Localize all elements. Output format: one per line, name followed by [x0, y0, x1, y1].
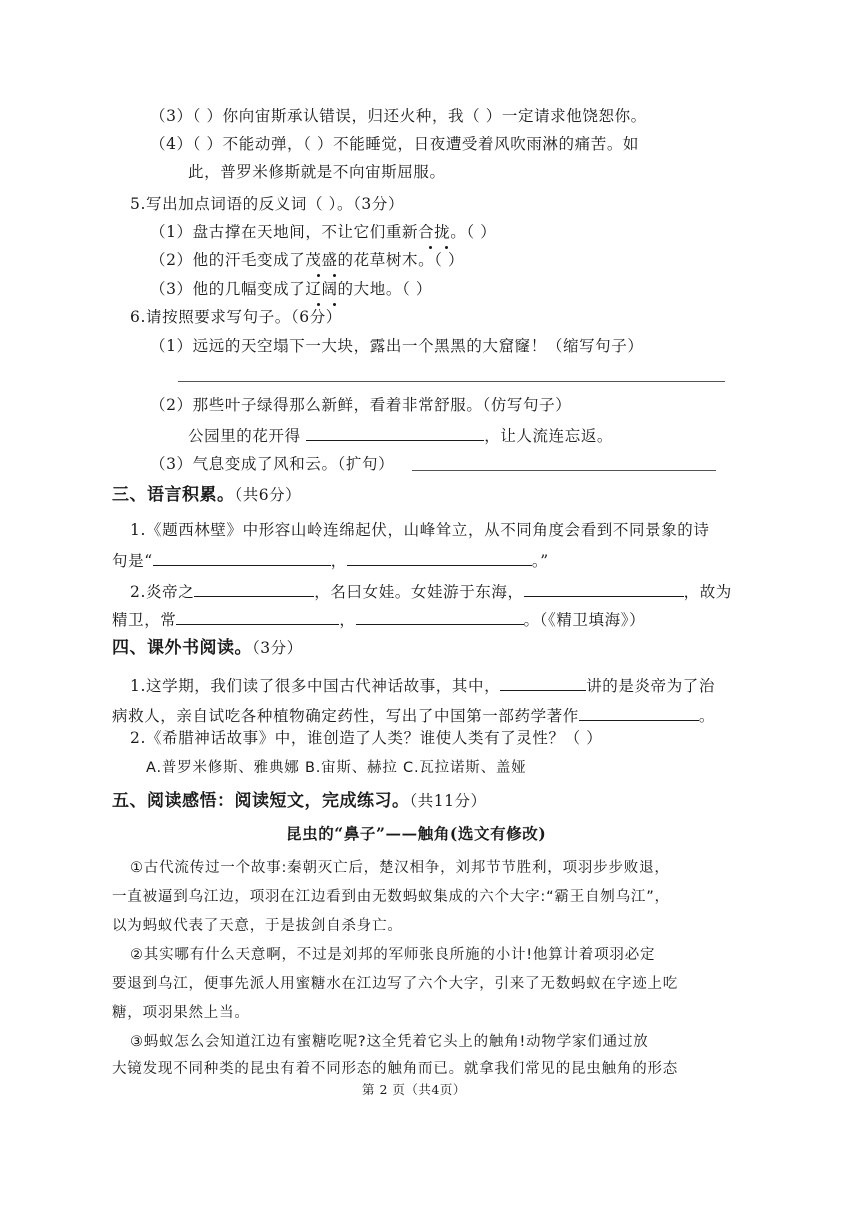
- q6-item-2: （2）那些叶子绿得那么新鲜，看着非常舒服。（仿写句子）: [150, 396, 572, 414]
- sec3-q1-close: 。”: [531, 552, 549, 570]
- answer-blank[interactable]: [306, 422, 484, 441]
- article-line: 大镜发现不同种类的昆虫有着不同形态的触角而已。就拿我们常见的昆虫触角的形态: [112, 1061, 679, 1077]
- answer-blank[interactable]: [356, 606, 524, 625]
- q5-item-3: （3）他的几幅变成了辽阔的大地。（ ）: [150, 280, 432, 298]
- q5-item-1: （1）盘古撑在天地间，不让它们重新合拢。（ ）: [150, 223, 497, 241]
- q6-item-2-answer: [188, 422, 613, 448]
- q5-stem: 5.写出加点词语的反义词（ ）。（3分）: [130, 195, 405, 213]
- section-5-score: （共11分）: [409, 792, 487, 810]
- answer-blank[interactable]: [500, 672, 586, 691]
- answer-blank[interactable]: [176, 606, 339, 625]
- sec3-q2-line1: [130, 578, 732, 604]
- sec3-q2-line2: [112, 606, 645, 632]
- q4-item-3: [150, 104, 647, 128]
- section-4-heading: [112, 636, 303, 660]
- section-4-score: （3分）: [252, 639, 303, 657]
- sec3-q1-comma: ，: [330, 552, 347, 570]
- article-line: 以为蚂蚁代表了天意，于是拔剑自杀身亡。: [112, 918, 403, 934]
- page-footer: 第 2 页（共4页）: [362, 1082, 466, 1097]
- answer-blank[interactable]: [524, 578, 684, 597]
- section-3-score: （共6分）: [234, 486, 302, 504]
- q5-item-2: （2）他的汗毛变成了茂盛的花草树木。（ ）: [150, 251, 465, 269]
- answer-blank[interactable]: [579, 702, 699, 721]
- sec3-q2-part5: 。（《精卫填海》）: [523, 611, 646, 629]
- article-line: 要退到乌江，便事先派人用蜜糖水在江边写了六个大字，引来了无数蚂蚁在字迹上吃: [112, 976, 679, 992]
- sec3-q1-line1: 1.《题西林壁》中形容山岭连绵起伏，山峰耸立，从不同角度会看到不同景象的诗: [130, 521, 710, 539]
- q4-item-3-number: （3）: [150, 107, 193, 125]
- article-line: ②其实哪有什么天意啊，不过是刘邦的军师张良所施的小计!他算计着项羽必定: [130, 947, 656, 963]
- sec4-q2: 2.《希腊神话故事》中，谁创造了人类？谁使人类有了灵性？（ ）: [130, 729, 603, 747]
- sec3-q1-line2: [112, 547, 549, 573]
- article-line: ③蚂蚁怎么会知道江边有蜜糖吃呢?这全凭着它头上的触角!动物学家们通过放: [130, 1034, 649, 1050]
- section-5-title: 五、阅读感悟：阅读短文，完成练习。: [112, 791, 410, 811]
- answer-line[interactable]: [178, 381, 725, 382]
- sec3-q2-part4: 精卫，常: [112, 611, 177, 629]
- sec4-q1-line2: [112, 702, 715, 728]
- section-5-heading: [112, 789, 486, 813]
- q6-item-2-prefix: 公园里的花开得: [188, 427, 301, 445]
- answer-blank[interactable]: [194, 578, 314, 597]
- q6-stem: 6.请按照要求写句子。（6分）: [130, 308, 342, 326]
- sec3-q2-part1: 2.炎帝之: [130, 583, 195, 601]
- q4-item-4-number: （4）: [150, 135, 193, 153]
- q6-item-2-suffix: ，让人流连忘返。: [484, 427, 614, 445]
- answer-blank[interactable]: [347, 547, 532, 566]
- sec4-q1-period: 。: [698, 707, 716, 725]
- answer-line[interactable]: [412, 470, 716, 471]
- article-title: 昆虫的“鼻子”——触角(选文有修改): [286, 824, 547, 843]
- q6-item-1: （1）远远的天空塌下一大块，露出一个黑黑的大窟窿！（缩写句子）: [150, 337, 644, 355]
- answer-blank[interactable]: [153, 547, 331, 566]
- article-line: 糖，项羽果然上当。: [112, 1005, 250, 1021]
- article-line: 一直被逼到乌江边，项羽在江边看到由无数蚂蚁集成的六个大字:“霸王自刎乌江”，: [112, 889, 670, 905]
- sec3-q1-open: 句是“: [112, 552, 153, 570]
- section-3-heading: [112, 483, 301, 507]
- q4-item-4-text: （ ）不能动弹，（ ）不能睡觉，日夜遭受着风吹雨淋的痛苦。如: [192, 135, 640, 153]
- sec3-q2-part2: ，名曰女娃。女娃游于东海，: [314, 583, 524, 601]
- q4-item-3-text: （ ）你向宙斯承认错误，归还火种，我（ ）一定请求他饶恕你。: [192, 107, 647, 125]
- sec4-q1-part2: 讲的是炎帝为了治: [586, 677, 716, 695]
- article-line: ①古代流传过一个故事:秦朝灭亡后，楚汉相争，刘邦节节胜利，项羽步步败退，: [130, 860, 670, 876]
- sec4-q1-part3: 病救人，亲自试吃各种植物确定药性，写出了中国第一部药学著作: [112, 707, 579, 725]
- sec3-q2-part3: ，故为: [683, 583, 732, 601]
- section-3-title: 三、语言积累。: [112, 485, 235, 505]
- sec3-q2-comma: ，: [339, 611, 356, 629]
- sec4-q2-options: A.普罗米修斯、雅典娜 B.宙斯、赫拉 C.瓦拉诺斯、盖娅: [146, 760, 527, 776]
- q6-item-3: （3）气息变成了风和云。（扩句）: [150, 455, 395, 473]
- q4-item-4: [150, 132, 639, 156]
- sec4-q1-line1: [130, 672, 715, 698]
- section-4-title: 四、课外书阅读。: [112, 638, 252, 658]
- sec4-q1-part1: 1.这学期，我们读了很多中国古代神话故事，其中，: [130, 677, 501, 695]
- q4-item-4-continued: 此，普罗米修斯就是不向宙斯屈服。: [188, 163, 446, 181]
